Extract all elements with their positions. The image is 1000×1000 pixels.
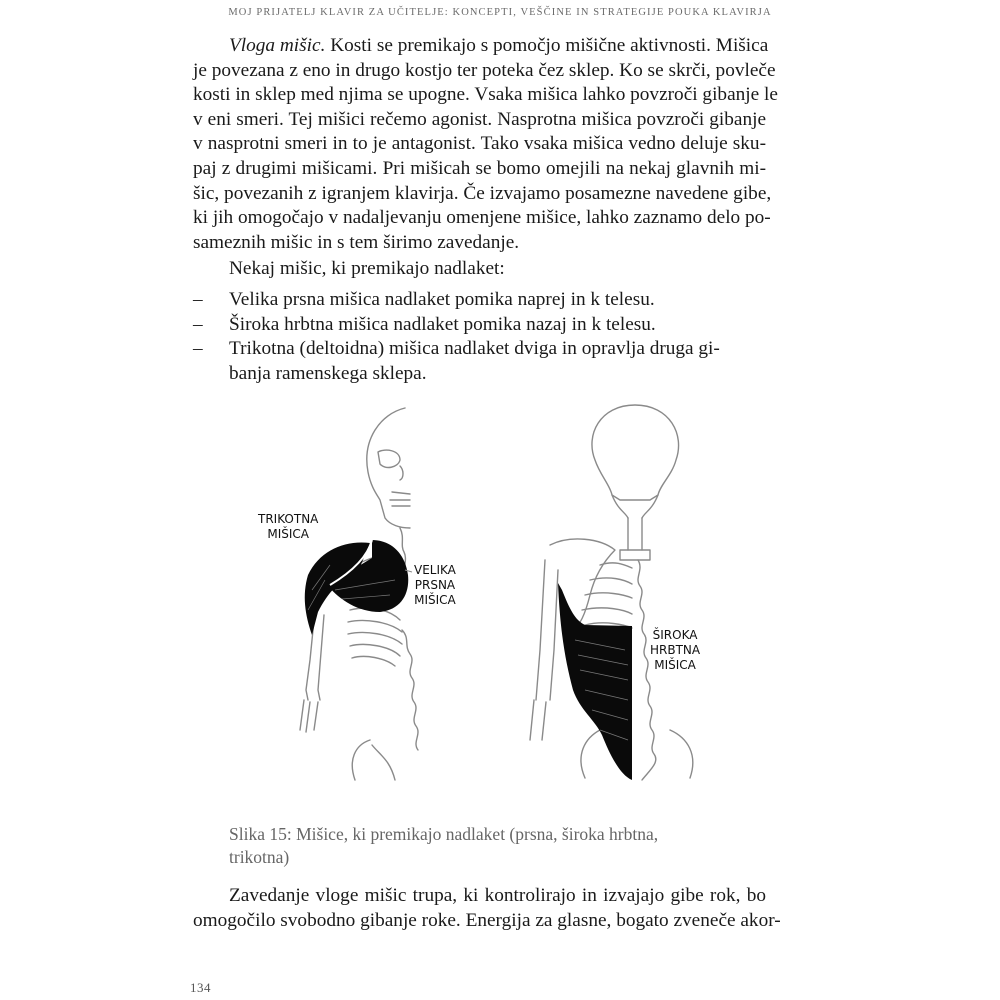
list-item-text: banja ramenskega sklepa. xyxy=(229,362,427,384)
list-item-text: Trikotna (deltoidna) mišica nadlaket dviga in opravlja druga gi- xyxy=(229,338,720,359)
list-dash: – xyxy=(193,338,203,359)
label-line: MIŠICA xyxy=(654,658,696,672)
figure-muscles-illustration xyxy=(240,400,760,800)
paragraph-line: v eni smeri. Tej mišici rečemo agonist. Nasprotna mišica povzroči gibanje xyxy=(193,108,766,130)
paragraph-trunk-muscles xyxy=(193,884,781,933)
paragraph-line: šic, povezanih z igranjem klavirja. Če izvajamo posamezne navedene gibe, xyxy=(193,182,772,204)
label-velika-prsna-misica xyxy=(414,563,456,608)
paragraph-line: kosti in sklep med njima se upogne. Vsaka mišica lahko povzroči gibanje le xyxy=(193,84,778,106)
label-line: VELIKA xyxy=(414,563,456,577)
paragraph-muscle-role xyxy=(193,34,778,255)
italic-lead: Vloga mišic. xyxy=(229,35,326,56)
list-dash: – xyxy=(193,313,203,335)
label-line: TRIKOTNA xyxy=(258,512,319,526)
list-item-text: Velika prsna mišica nadlaket pomika naprej in k telesu. xyxy=(229,289,655,310)
paragraph-line xyxy=(193,34,769,59)
front-eye-socket xyxy=(378,450,400,467)
caption-line: Slika 15: Mišice, ki premikajo nadlaket (prsna, široka hrbtna, xyxy=(229,824,659,844)
label-line: ŠIROKA xyxy=(652,628,698,642)
figure-caption xyxy=(229,823,769,869)
label-line: MIŠICA xyxy=(414,593,456,607)
list-item xyxy=(193,337,793,386)
muscle-list xyxy=(193,288,793,386)
paragraph-line: Zavedanje vloge mišic trupa, ki kontrolirajo in izvajajo gibe rok, bo xyxy=(229,885,766,906)
paragraph-line: je povezana z eno in drugo kostjo ter poteka čez sklep. Ko se skrči, povleče xyxy=(193,59,776,81)
label-line: HRBTNA xyxy=(650,643,701,657)
paragraph-line: omogočilo svobodno gibanje roke. Energija za glasne, bogato zveneče akor- xyxy=(193,909,781,931)
label-siroka-hrbtna-misica xyxy=(650,628,700,673)
label-line: MIŠICA xyxy=(267,527,310,541)
list-item-text: Široka hrbtna mišica nadlaket pomika nazaj in k telesu. xyxy=(229,313,656,335)
caption-line: trikotna) xyxy=(229,847,290,867)
paragraph-line: v nasprotni smeri in to je antagonist. Tako vsaka mišica vedno deluje sku- xyxy=(193,133,766,155)
label-line: PRSNA xyxy=(414,578,456,592)
label-trikotna-misica xyxy=(258,512,318,542)
paragraph-line: ki jih omogočajo v nadaljevanju omenjene mišice, lahko zaznamo delo po- xyxy=(193,207,771,229)
line-text: Kosti se premikajo s pomočjo mišične aktivnosti. Mišica xyxy=(325,35,769,56)
anatomy-illustration xyxy=(240,400,760,800)
latissimus-muscle xyxy=(558,583,632,780)
paragraph-line: sameznih mišic in s tem širimo zavedanje. xyxy=(193,231,520,253)
running-header: MOJ PRIJATELJ KLAVIR ZA UČITELJE: KONCEPTI, VEŠČINE IN STRATEGIJE POUKA KLAVIRJA xyxy=(228,7,772,18)
paragraph-intro-list: Nekaj mišic, ki premikajo nadlaket: xyxy=(229,258,505,279)
back-skull xyxy=(592,405,679,500)
paragraph-line: paj z drugimi mišicami. Pri mišicah se bomo omejili na nekaj glavnih mi- xyxy=(193,157,766,179)
page-number: 134 xyxy=(190,980,211,995)
list-dash: – xyxy=(193,289,203,310)
list-item xyxy=(193,313,793,338)
back-humerus xyxy=(536,560,558,700)
list-item xyxy=(193,288,793,313)
